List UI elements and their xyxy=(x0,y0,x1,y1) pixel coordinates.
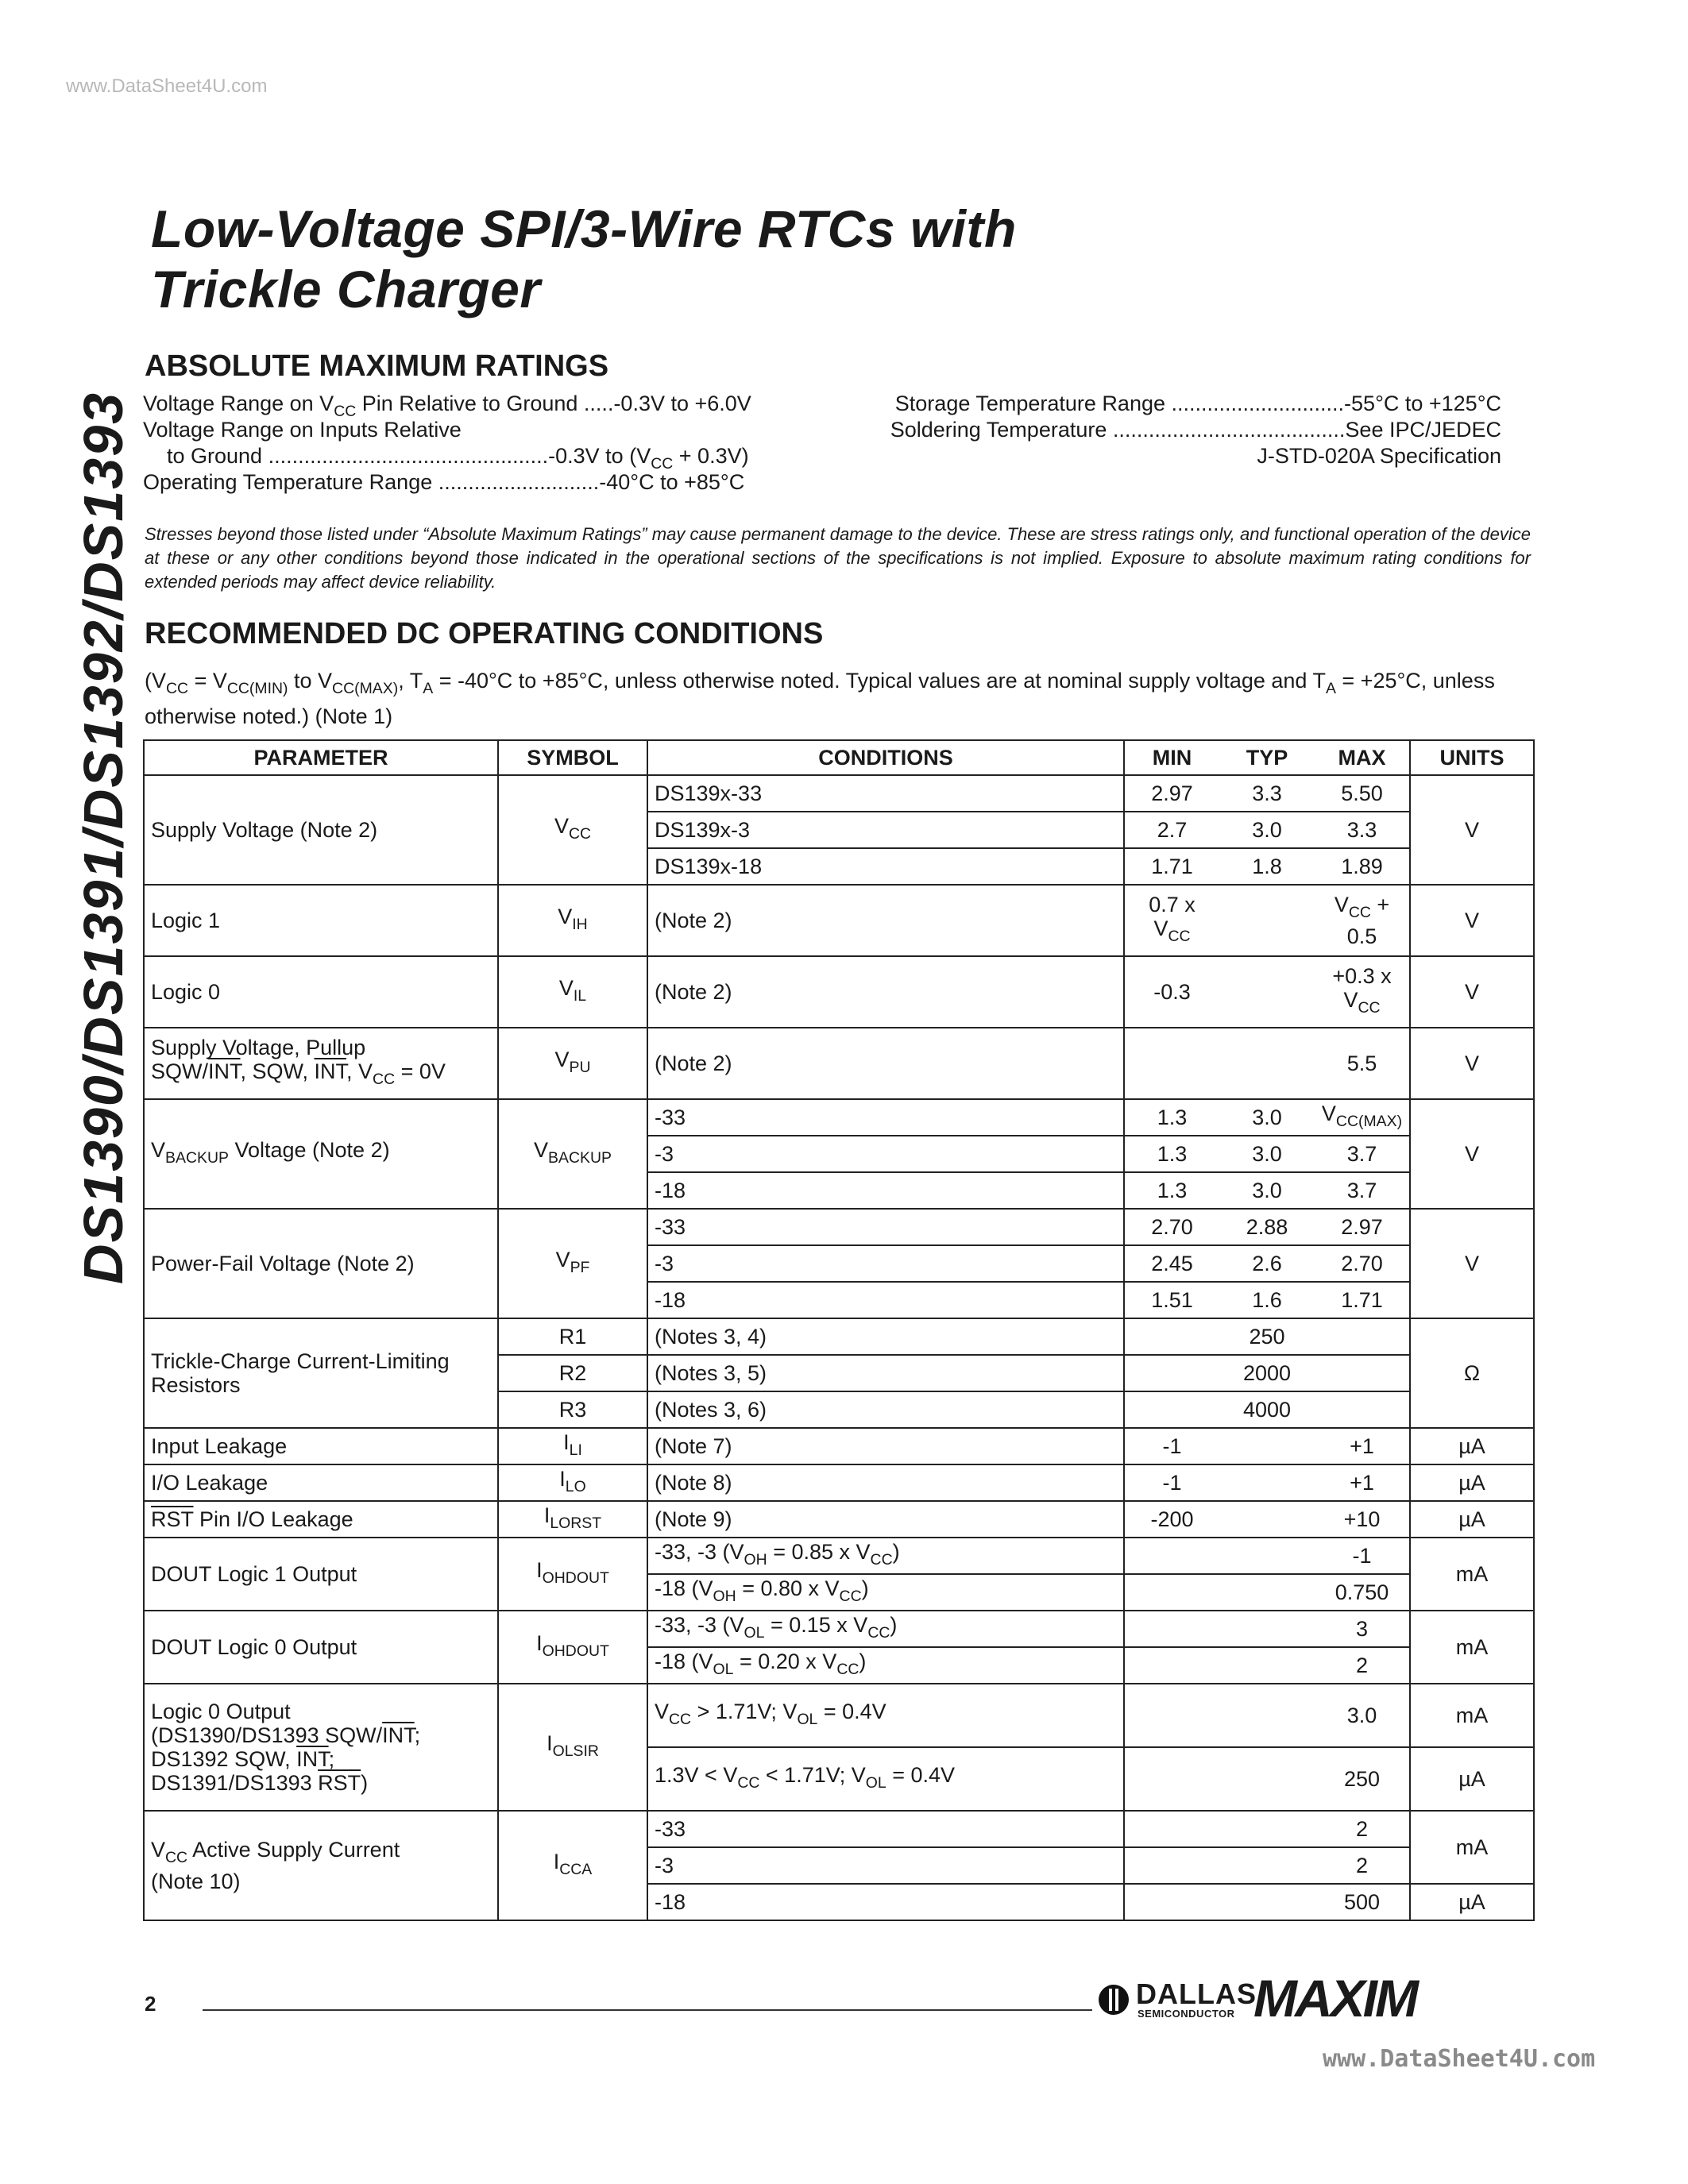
max-cell: 500 xyxy=(1315,1884,1410,1920)
param-logic-1: Logic 1 xyxy=(144,885,498,956)
cond-cell: (Note 2) xyxy=(647,956,1124,1028)
typ-cell xyxy=(1219,1684,1315,1747)
typ-cell: 4000 xyxy=(1219,1391,1315,1428)
max-cell: 2.97 xyxy=(1315,1209,1410,1245)
min-cell xyxy=(1124,1391,1219,1428)
units-cell: mA xyxy=(1410,1538,1534,1611)
max-cell: -1 xyxy=(1315,1538,1410,1574)
sym-r2: R2 xyxy=(498,1355,647,1391)
typ-cell xyxy=(1219,1538,1315,1574)
param-vcc-active-supply-current: $V_{CC}$ Active Supply Current (Note 10) xyxy=(144,1811,498,1920)
sym-ilo: $I_{LO}$ xyxy=(498,1464,647,1501)
typ-cell: 3.0 xyxy=(1219,1172,1315,1209)
param-dout-logic-1: DOUT Logic 1 Output xyxy=(144,1538,498,1611)
cond-cell: (Notes 3, 5) xyxy=(647,1355,1124,1391)
min-cell: 2.70 xyxy=(1124,1209,1219,1245)
amr-right-line-1: Storage Temperature Range .............................-55°C to +125°C xyxy=(894,392,1501,415)
header-conditions: CONDITIONS xyxy=(647,740,1124,775)
typ-cell xyxy=(1219,1464,1315,1501)
typ-cell: 3.0 xyxy=(1219,1136,1315,1172)
cond-cell: -18 xyxy=(647,1282,1124,1318)
typ-cell xyxy=(1219,1647,1315,1684)
typ-cell xyxy=(1219,1884,1315,1920)
cond-cell: DS139x-18 xyxy=(647,848,1124,885)
header-parameter: PARAMETER xyxy=(144,740,498,775)
header-typ: TYP xyxy=(1219,740,1315,775)
units-cell: Ω xyxy=(1410,1318,1534,1428)
table-row xyxy=(144,1684,1534,1747)
typ-cell xyxy=(1219,1847,1315,1884)
cond-cell: (Notes 3, 4) xyxy=(647,1318,1124,1355)
min-cell xyxy=(1124,1028,1219,1099)
min-cell xyxy=(1124,1747,1219,1811)
typ-cell xyxy=(1219,1574,1315,1611)
min-cell: -200 xyxy=(1124,1501,1219,1538)
rdc-heading: RECOMMENDED DC OPERATING CONDITIONS xyxy=(145,617,824,650)
typ-cell: 3.0 xyxy=(1219,1099,1315,1136)
watermark-bottom: www.DataSheet4U.com xyxy=(1323,2045,1596,2073)
typ-cell xyxy=(1219,1428,1315,1464)
amr-left-line-4: Operating Temperature Range ...........................-40°C to +85°C xyxy=(143,470,745,494)
cond-cell: $1.3V < V_{CC} < 1.71V$; $V_{OL} = 0.4V$ xyxy=(647,1747,1124,1811)
min-cell xyxy=(1124,1574,1219,1611)
typ-cell: 2.6 xyxy=(1219,1245,1315,1282)
typ-cell xyxy=(1219,1501,1315,1538)
typ-cell: 3.3 xyxy=(1219,775,1315,812)
max-cell: 1.89 xyxy=(1315,848,1410,885)
units-cell: V xyxy=(1410,1028,1534,1099)
param-rst-leakage: $\overline{RST}$ Pin I/O Leakage xyxy=(144,1501,498,1538)
min-cell: 1.3 xyxy=(1124,1099,1219,1136)
table-header-row xyxy=(144,740,1534,775)
table-row xyxy=(144,1099,1534,1136)
page-number: 2 xyxy=(145,1992,156,2016)
cond-cell: -3 xyxy=(647,1245,1124,1282)
cond-cell: (Note 2) xyxy=(647,1028,1124,1099)
amr-right-line-3: J-STD-020A Specification xyxy=(1257,444,1501,468)
min-cell: 0.7 x $V_{CC}$ xyxy=(1124,885,1219,956)
header-units: UNITS xyxy=(1410,740,1534,775)
cond-cell: -33, -3 ($V_{OL} = 0.15$ x $V_{CC}$) xyxy=(647,1611,1124,1647)
min-cell: 2.97 xyxy=(1124,775,1219,812)
sym-iohdout: $I_{OHDOUT}$ xyxy=(498,1538,647,1611)
max-cell xyxy=(1315,1391,1410,1428)
min-cell xyxy=(1124,1355,1219,1391)
param-supply-pullup: Supply Voltage, Pullup SQW/$\overline{INT}$, SQW, $\overline{INT}$, $V_{CC} = 0V$ xyxy=(144,1028,498,1099)
header-min: MIN xyxy=(1124,740,1219,775)
rdc-conditions: ($V_{CC} = V_{CC(MIN)}$ to $V_{CC(MAX)}$, $T_A = -40^\circ C$ to +85°C, unless otherwise noted. Typical values are at nominal supply voltage and $T_A = +25^\circ C$, unless otherwise noted.) (Note 1) xyxy=(145,669,1495,728)
cond-cell: -33 xyxy=(647,1811,1124,1847)
typ-cell xyxy=(1219,1611,1315,1647)
min-cell: 1.3 xyxy=(1124,1172,1219,1209)
typ-cell xyxy=(1219,956,1315,1028)
max-cell: 2 xyxy=(1315,1847,1410,1884)
min-cell: 2.45 xyxy=(1124,1245,1219,1282)
max-cell: $V_{CC(MAX)}$ xyxy=(1315,1099,1410,1136)
units-cell: µA xyxy=(1410,1464,1534,1501)
units-cell: µA xyxy=(1410,1747,1534,1811)
table-row xyxy=(144,956,1534,1028)
cond-cell: -33, -3 ($V_{OH} = 0.85$ x $V_{CC}$) xyxy=(647,1538,1124,1574)
min-cell xyxy=(1124,1884,1219,1920)
units-cell: mA xyxy=(1410,1684,1534,1747)
cond-cell: -18 ($V_{OL} = 0.20$ x $V_{CC}$) xyxy=(647,1647,1124,1684)
min-cell xyxy=(1124,1318,1219,1355)
table-row xyxy=(144,1209,1534,1245)
units-cell: µA xyxy=(1410,1884,1534,1920)
units-cell: mA xyxy=(1410,1811,1534,1884)
table-row xyxy=(144,1501,1534,1538)
sym-iolsir: $I_{OLSIR}$ xyxy=(498,1684,647,1811)
param-io-leakage: I/O Leakage xyxy=(144,1464,498,1501)
amr-left-line-1: Voltage Range on $V_{CC}$ Pin Relative to Ground .....-0.3V to +6.0V xyxy=(143,392,751,420)
cond-cell: -18 ($V_{OH} = 0.80$ x $V_{CC}$) xyxy=(647,1574,1124,1611)
sym-vbackup: $V_{BACKUP}$ xyxy=(498,1099,647,1209)
table-row xyxy=(144,1428,1534,1464)
typ-cell: 1.6 xyxy=(1219,1282,1315,1318)
sym-vcc: $V_{CC}$ xyxy=(498,775,647,885)
min-cell: 1.51 xyxy=(1124,1282,1219,1318)
max-cell xyxy=(1315,1355,1410,1391)
param-logic-0-output: Logic 0 Output (DS1390/DS1393 SQW/$\overline{INT}$; DS1392 SQW, $\overline{INT}$; DS1391/DS1393 $\overline{RST}$) xyxy=(144,1684,498,1811)
max-cell: 3.3 xyxy=(1315,812,1410,848)
typ-cell: 2000 xyxy=(1219,1355,1315,1391)
amr-heading: ABSOLUTE MAXIMUM RATINGS xyxy=(145,349,609,383)
typ-cell xyxy=(1219,1028,1315,1099)
maxim-logo: MAXIM xyxy=(1253,1969,1416,2028)
cond-cell: (Notes 3, 6) xyxy=(647,1391,1124,1428)
typ-cell: 1.8 xyxy=(1219,848,1315,885)
cond-cell: (Note 7) xyxy=(647,1428,1124,1464)
units-cell: V xyxy=(1410,1099,1534,1209)
table-row xyxy=(144,1464,1534,1501)
max-cell: 2.70 xyxy=(1315,1245,1410,1282)
table-row xyxy=(144,1611,1534,1647)
sym-vil: $V_{IL}$ xyxy=(498,956,647,1028)
sym-icca: $I_{CCA}$ xyxy=(498,1811,647,1920)
max-cell: 5.5 xyxy=(1315,1028,1410,1099)
table-row xyxy=(144,885,1534,956)
sym-vpu: $V_{PU}$ xyxy=(498,1028,647,1099)
cond-cell: (Note 9) xyxy=(647,1501,1124,1538)
param-input-leakage: Input Leakage xyxy=(144,1428,498,1464)
param-dout-logic-0: DOUT Logic 0 Output xyxy=(144,1611,498,1684)
cond-cell: -33 xyxy=(647,1099,1124,1136)
cond-cell: -3 xyxy=(647,1847,1124,1884)
header-symbol: SYMBOL xyxy=(498,740,647,775)
typ-cell: 3.0 xyxy=(1219,812,1315,848)
typ-cell xyxy=(1219,1747,1315,1811)
amr-left-line-2: Voltage Range on Inputs Relative xyxy=(143,418,462,442)
min-cell xyxy=(1124,1538,1219,1574)
cond-cell: (Note 2) xyxy=(647,885,1124,956)
min-cell xyxy=(1124,1811,1219,1847)
title-line-2: Trickle Charger xyxy=(151,260,541,318)
max-cell: $V_{CC}$ + 0.5 xyxy=(1315,885,1410,956)
amr-right-line-2: Soldering Temperature .......................................See IPC/JEDEC xyxy=(890,418,1501,442)
table-row xyxy=(144,1538,1534,1574)
cond-cell: -3 xyxy=(647,1136,1124,1172)
header-max: MAX xyxy=(1315,740,1410,775)
sym-iohdout-0: $I_{OHDOUT}$ xyxy=(498,1611,647,1684)
dallas-name: DALLAS xyxy=(1136,1978,1257,2010)
min-cell: 1.3 xyxy=(1124,1136,1219,1172)
table-row xyxy=(144,775,1534,812)
param-logic-0: Logic 0 xyxy=(144,956,498,1028)
min-cell: 2.7 xyxy=(1124,812,1219,848)
cond-cell: DS139x-33 xyxy=(647,775,1124,812)
min-cell: 1.71 xyxy=(1124,848,1219,885)
typ-cell xyxy=(1219,885,1315,956)
max-cell: 3.7 xyxy=(1315,1136,1410,1172)
min-cell xyxy=(1124,1847,1219,1884)
stress-note: Stresses beyond those listed under “Absolute Maximum Ratings” may cause permanent damage to the device. These are stress ratings only, and functional operation of the device at these or any other conditions beyond those indicated in the operational sections of the specifications is not implied. Exposure to absolute maximum rating conditions for extended periods may affect device reliability. xyxy=(145,524,1531,592)
units-cell: µA xyxy=(1410,1501,1534,1538)
max-cell: +10 xyxy=(1315,1501,1410,1538)
max-cell: 2 xyxy=(1315,1811,1410,1847)
max-cell xyxy=(1315,1318,1410,1355)
units-cell: V xyxy=(1410,885,1534,956)
footer-rule xyxy=(203,2009,1092,2011)
max-cell: 250 xyxy=(1315,1747,1410,1811)
min-cell xyxy=(1124,1647,1219,1684)
param-power-fail: Power-Fail Voltage (Note 2) xyxy=(144,1209,498,1318)
amr-left-line-3: to Ground ...............................................-0.3V to $(V_{CC} + 0.3V)$ xyxy=(167,444,749,473)
dallas-subtitle: SEMICONDUCTOR xyxy=(1138,2008,1235,2020)
sym-vih: $V_{IH}$ xyxy=(498,885,647,956)
units-cell: mA xyxy=(1410,1611,1534,1684)
watermark-top: www.DataSheet4U.com xyxy=(66,75,268,97)
title-line-1: Low-Voltage SPI/3-Wire RTCs with xyxy=(151,199,1017,258)
units-cell: V xyxy=(1410,956,1534,1028)
typ-cell xyxy=(1219,1811,1315,1847)
max-cell: 0.750 xyxy=(1315,1574,1410,1611)
units-cell: µA xyxy=(1410,1428,1534,1464)
min-cell xyxy=(1124,1684,1219,1747)
table-row xyxy=(144,1318,1534,1355)
table-row xyxy=(144,1028,1534,1099)
min-cell: -1 xyxy=(1124,1464,1219,1501)
min-cell: -1 xyxy=(1124,1428,1219,1464)
units-cell: V xyxy=(1410,1209,1534,1318)
cond-cell: (Note 8) xyxy=(647,1464,1124,1501)
min-cell xyxy=(1124,1611,1219,1647)
side-part-number-title: DS1390/DS1391/DS1392/DS1393 xyxy=(72,391,134,1285)
param-vbackup: $V_{BACKUP}$ Voltage (Note 2) xyxy=(144,1099,498,1209)
cond-cell: -18 xyxy=(647,1884,1124,1920)
max-cell: 3.7 xyxy=(1315,1172,1410,1209)
max-cell: 2 xyxy=(1315,1647,1410,1684)
param-supply-voltage: Supply Voltage (Note 2) xyxy=(144,775,498,885)
table-row xyxy=(144,1811,1534,1847)
dc-conditions-table xyxy=(143,739,1535,1921)
dallas-logo-icon xyxy=(1098,1984,1130,2016)
sym-ilorst: $I_{LORST}$ xyxy=(498,1501,647,1538)
sym-ili: $I_{LI}$ xyxy=(498,1428,647,1464)
max-cell: +1 xyxy=(1315,1428,1410,1464)
sym-r1: R1 xyxy=(498,1318,647,1355)
sym-r3: R3 xyxy=(498,1391,647,1428)
max-cell: 1.71 xyxy=(1315,1282,1410,1318)
typ-cell: 2.88 xyxy=(1219,1209,1315,1245)
max-cell: +0.3 x $V_{CC}$ xyxy=(1315,956,1410,1028)
cond-cell: -33 xyxy=(647,1209,1124,1245)
units-cell: V xyxy=(1410,775,1534,885)
max-cell: 3.0 xyxy=(1315,1684,1410,1747)
param-trickle-resistors: Trickle-Charge Current-Limiting Resistors xyxy=(144,1318,498,1428)
cond-cell: $V_{CC} > 1.71V$; $V_{OL} = 0.4V$ xyxy=(647,1684,1124,1747)
page-title xyxy=(151,199,1017,319)
max-cell: 5.50 xyxy=(1315,775,1410,812)
typ-cell: 250 xyxy=(1219,1318,1315,1355)
max-cell: +1 xyxy=(1315,1464,1410,1501)
max-cell: 3 xyxy=(1315,1611,1410,1647)
cond-cell: DS139x-3 xyxy=(647,812,1124,848)
sym-vpf: $V_{PF}$ xyxy=(498,1209,647,1318)
cond-cell: -18 xyxy=(647,1172,1124,1209)
min-cell: -0.3 xyxy=(1124,956,1219,1028)
